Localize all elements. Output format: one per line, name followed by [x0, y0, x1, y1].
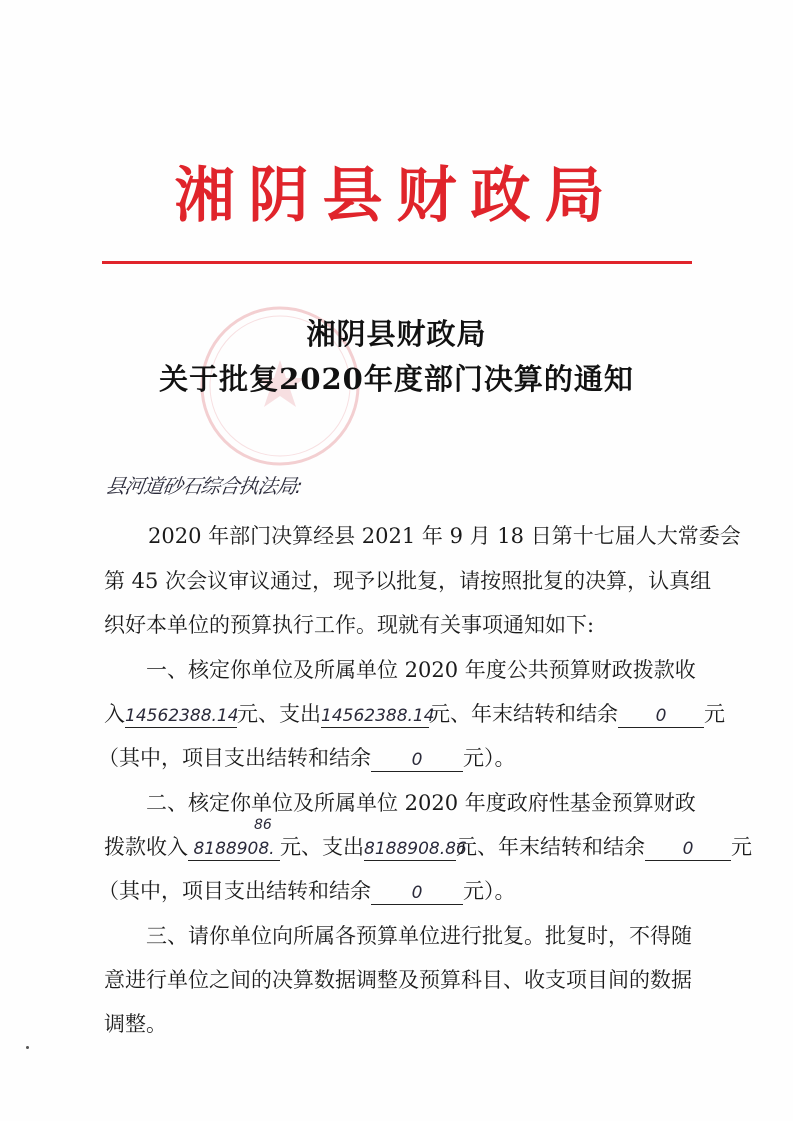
item1-unit: 元	[237, 702, 258, 726]
item3-line-3: 调整。	[104, 1012, 167, 1036]
letterhead-red-rule	[102, 261, 692, 264]
item1-income-amount: 14562388.14	[125, 706, 239, 726]
notice-title-subject: 关于批复2020年度部门决算的通知	[159, 362, 634, 396]
item2-project-carryover-amount: 0	[371, 882, 463, 905]
item2-carryover-amount: 0	[645, 838, 731, 861]
item2-income-main: 8188908.	[193, 839, 275, 859]
intro-line-2: 第 45 次会议审议通过，现予以批复，请按照批复的决算，认真组	[104, 569, 712, 593]
item2-carryover-label: 元、年末结转和结余	[456, 835, 645, 859]
item2-income-prefix: 拨款收入	[104, 835, 188, 859]
item2-carryover-unit: 元	[731, 835, 752, 859]
item1-project-prefix: （其中，项目支出结转和结余	[98, 746, 371, 770]
item2-expense-amount: 8188908.86	[364, 839, 467, 859]
item1-line-3	[0, 742, 793, 772]
item2-income-amount	[188, 817, 280, 861]
item3-line-1: 三、请你单位向所属各预算单位进行批复。批复时，不得随	[146, 924, 692, 948]
item2-expense-label: 、支出	[301, 835, 364, 859]
item2-line-2	[0, 817, 793, 861]
intro-line-3: 织好本单位的预算执行工作。现就有关事项通知如下:	[104, 613, 595, 637]
item1-project-carryover-amount: 0	[371, 749, 463, 772]
item2-line-1: 二、核定你单位及所属单位 2020 年度政府性基金预算财政	[146, 791, 696, 815]
addressee-handwritten: 县河道砂石综合执法局:	[104, 474, 304, 498]
notice-title-issuer: 湘阴县财政局	[306, 317, 487, 351]
item1-carryover-amount: 0	[618, 705, 704, 728]
item1-line-1: 一、核定你单位及所属单位 2020 年度公共预算财政拨款收	[146, 658, 696, 682]
item2-line-3	[0, 875, 793, 905]
scan-speck	[26, 1046, 29, 1049]
letterhead-org-name: 湘阴县财政局	[174, 161, 619, 231]
item1-carryover-unit: 元	[704, 702, 725, 726]
item2-project-suffix: 元）。	[463, 879, 516, 903]
item1-line-2	[0, 698, 793, 728]
item1-expense-amount: 14562388.14	[321, 706, 435, 726]
item1-income-prefix: 入	[104, 702, 125, 726]
item2-project-prefix: （其中，项目支出结转和结余	[98, 879, 371, 903]
item2-income-cents: 86	[254, 817, 272, 833]
intro-line-1: 2020 年部门决算经县 2021 年 9 月 18 日第十七届人大常委会	[148, 524, 741, 548]
item1-project-suffix: 元）。	[463, 746, 516, 770]
item1-expense-label: 、支出	[258, 702, 321, 726]
item1-carryover-label: 元、年末结转和结余	[429, 702, 618, 726]
item3-line-2: 意进行单位之间的决算数据调整及预算科目、收支项目间的数据	[104, 968, 692, 992]
item2-unit: 元	[280, 835, 301, 859]
